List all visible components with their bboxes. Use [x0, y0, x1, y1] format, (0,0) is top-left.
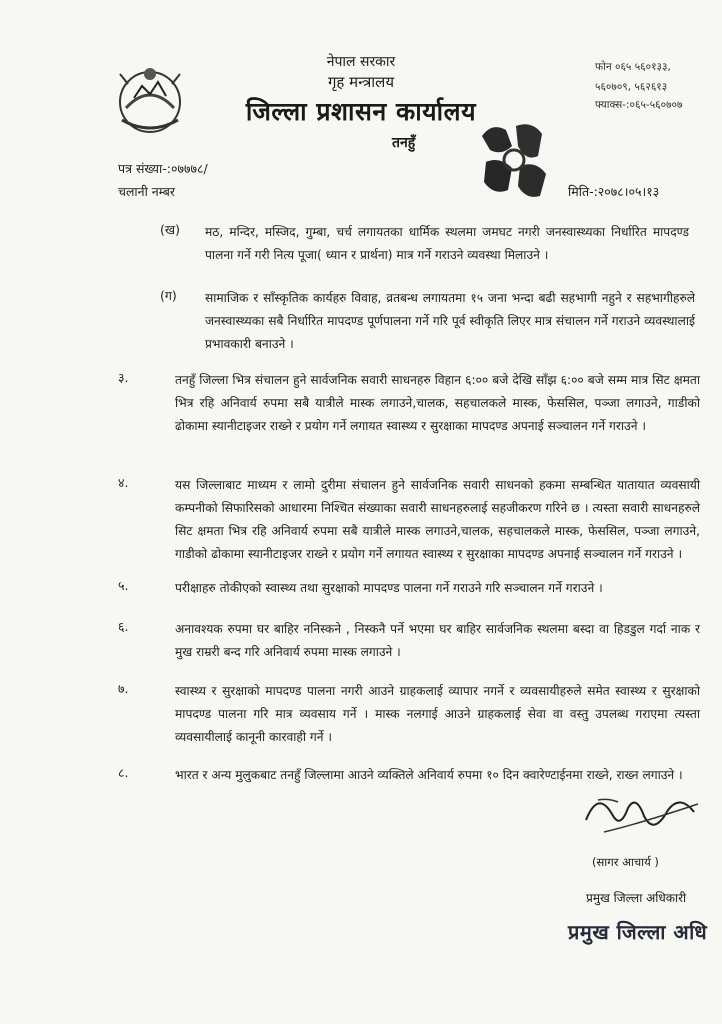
dispatch-number: चलानी नम्बर [118, 184, 176, 199]
item-number-8: ८. [118, 765, 129, 780]
item-number-3: ३. [118, 370, 129, 385]
item-text-8: भारत र अन्य मुलुकबाट तनहुँ जिल्लामा आउने व्यक्तिले अनिवार्य रुपमा १० दिन क्वारेण्टाईनमा राख्ने, राख्न लगाउने । [175, 768, 683, 782]
signer-title: प्रमुख जिल्ला अधिकारी [586, 891, 687, 905]
item-text-3: तनहुँ जिल्ला भित्र संचालन हुने सार्वजनिक सवारी साधनहरु विहान ६:०० बजे देखि साँझ ६:०० बजे सम्म मात्र सिट क्षमता भित्र रहि अनिवार्य रुपमा सबै यात्रीले मास्क लगाउने,चालक, सहचालकले मास्क, फेससिल, पञ्जा लगाउने, गाडीको ढोकामा स्यानीटाइजर राख्ने र प्रयोग गर्ने लगायत स्वास्थ्य र सुरक्षाका मापदण्ड अपनाई सञ्चालन गर्ने गराउने । [175, 373, 700, 433]
ministry-name: गृह मन्त्रालय [327, 73, 395, 91]
item-number-6: ६. [118, 619, 129, 634]
letter-number: पत्र संख्या-:०७७७८/ [118, 161, 208, 176]
government-name: नेपाल सरकार [326, 54, 396, 70]
office-title: जिल्ला प्रशासन कार्यालय [245, 97, 477, 126]
item-text-7: स्वास्थ्य र सुरक्षाको मापदण्ड पालना नगरी आउने ग्राहकलाई व्यापार नगर्ने र व्यवसायीहरुले समेत स्वास्थ्य र सुरक्षाको मापदण्ड पालना गरि मात्र व्यवसाय गर्ने । मास्क नलगाई आउने ग्राहकलाई सेवा वा वस्तु उपलब्ध गराएमा त्यस्ता व्यवसायीलाई कानूनी कारवाही गर्ने । [175, 684, 700, 744]
office-stamp-icon [472, 116, 556, 202]
signer-name: (सागर आचार्य ) [592, 855, 659, 869]
item-text-5: परीक्षाहरु तोकीएको स्वास्थ्य तथा सुरक्षाको मापदण्ड पालना गर्ने गराउने गरि सञ्चालन गर्ने गराउने । [175, 581, 603, 595]
item-text-6: अनावश्यक रुपमा घर बाहिर ननिस्कने , निस्कनै पर्ने भएमा घर बाहिर सार्वजनिक स्थलमा बस्दा वा हिडडुल गर्दा नाक र मुख राम्ररी बन्द गरि अनिवार्य रुपमा मास्क लगाउने । [175, 622, 700, 659]
district-name: तनहुँ [392, 135, 416, 151]
official-title-stamp: प्रमुख जिल्ला अधि [568, 920, 708, 944]
item-number-5: ५. [118, 578, 129, 593]
item-number-ga: (ग) [160, 288, 177, 303]
item-number-4: ४. [118, 475, 129, 490]
item-text-kha: मठ, मन्दिर, मस्जिद, गुम्बा, चर्च लगायतका धार्मिक स्थलमा जमघट नगरी जनस्वास्थ्यका निर्धारित मापदण्ड पालना गर्ने गरी नित्य पूजा( ध्यान र प्रार्थना) मात्र गर्ने गराउने व्यवस्था मिलाउने । [205, 225, 689, 262]
contact-fax: फ्याक्स-:०६५-५६०७०७ [595, 99, 683, 111]
item-number-7: ७. [118, 681, 129, 696]
handwritten-signature-icon [568, 780, 708, 850]
item-text-ga: सामाजिक र साँस्कृतिक कार्यहरु विवाह, व्रतबन्ध लगायतमा १५ जना भन्दा बढी सहभागी नहुने र सहभागीहरुले जनस्वास्थ्यका सबै निर्धारित मापदण्ड पूर्णपालना गर्ने गरि पूर्व स्वीकृति लिएर मात्र संचालन गर्ने गराउने व्यवस्थालाई प्रभावकारी बनाउने । [205, 291, 695, 351]
contact-phone-1: फोन ०६५ ५६०१३३, [595, 61, 671, 73]
item-number-kha: (ख) [160, 222, 180, 237]
contact-phone-2: ५६०७०९, ५६२६१३ [595, 81, 668, 93]
letter-date: मिति-:२०७८।०५।१३ [568, 184, 660, 199]
item-text-4: यस जिल्लाबाट माध्यम र लामो दुरीमा संचालन हुने सार्वजनिक सवारी साधनको हकमा सम्बन्धित यातायात व्यवसायी कम्पनीको सिफारिसको आधारमा निश्चित संख्याका सवारी साधनहरुलाई सहजीकरण गरिने छ । त्यस्ता सवारी साधनहरुले सिट क्षमता भित्र रहि अनिवार्य रुपमा सबै यात्रीले मास्क लगाउने,चालक, सहचालकले मास्क, फेससिल, पञ्जा लगाउने, गाडीको ढोकामा स्यानीटाइजर राख्ने र प्रयोग गर्ने लगायत स्वास्थ्य र सुरक्षाका मापदण्ड अपनाई सञ्चालन गर्ने गराउने । [175, 478, 700, 561]
